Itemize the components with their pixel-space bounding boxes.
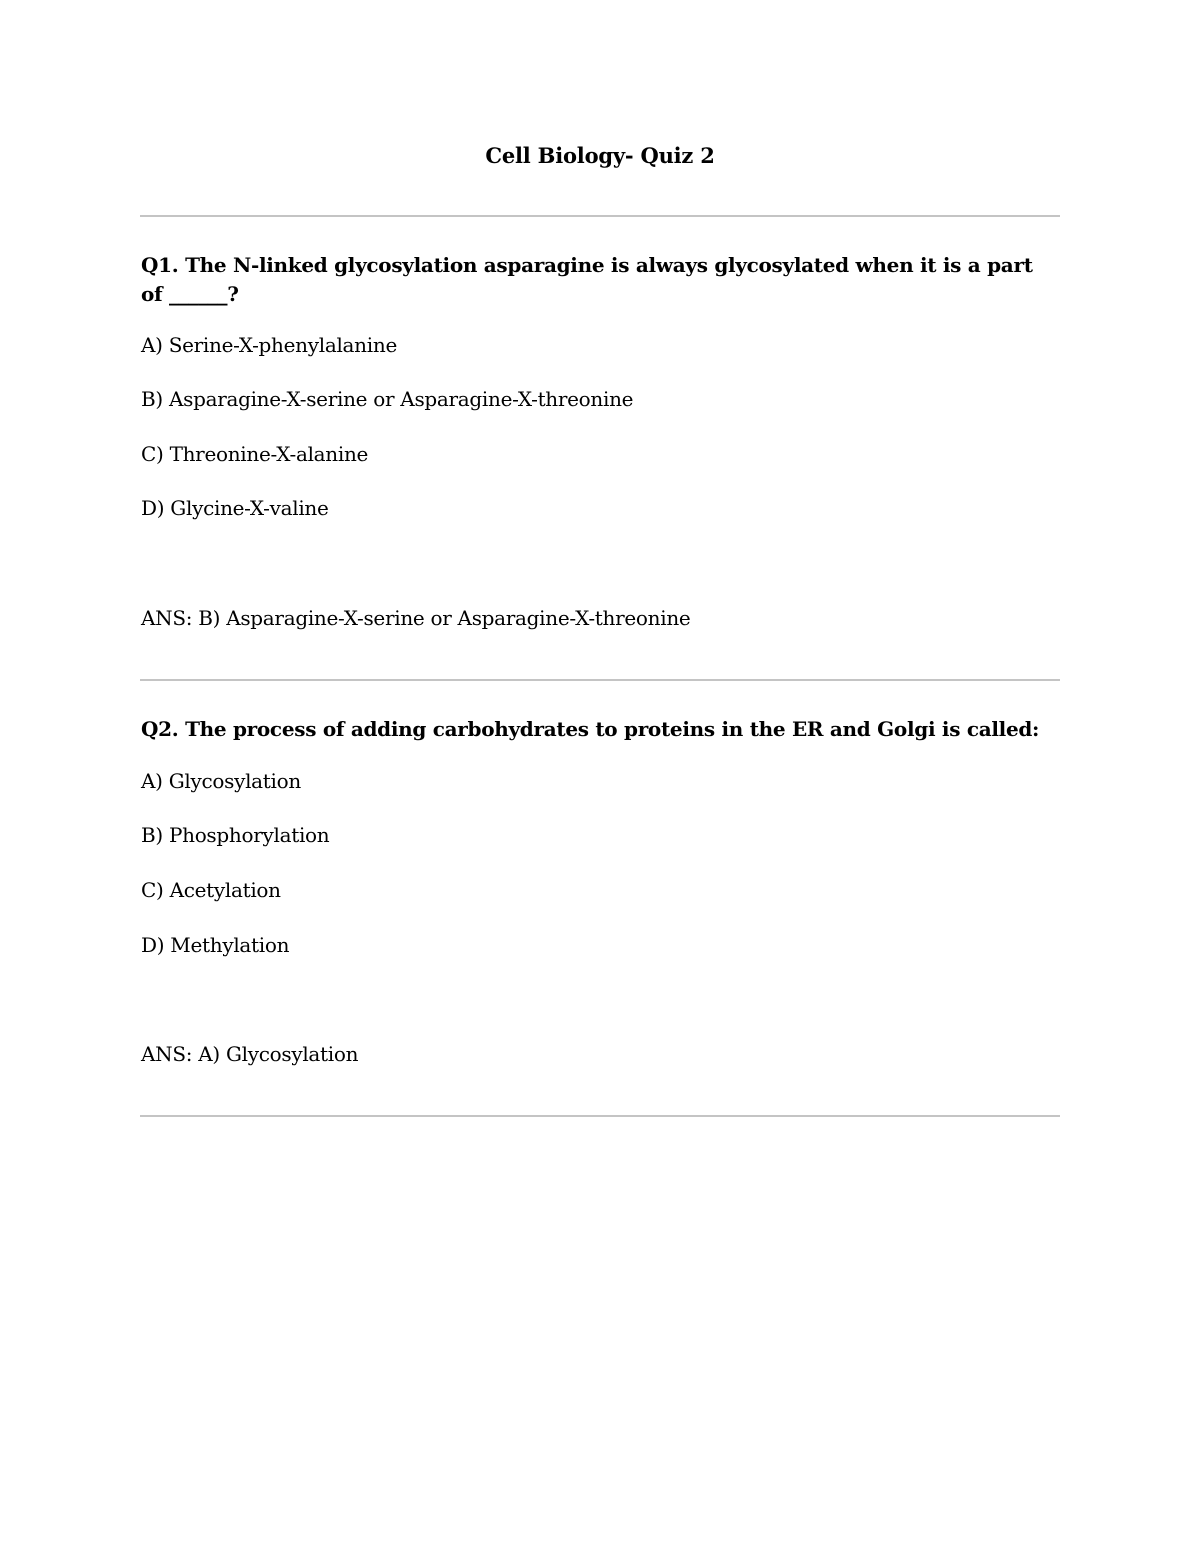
question-1-option-a: A) Serine-X-phenylalanine: [141, 333, 397, 357]
question-1-option-b: B) Asparagine-X-serine or Asparagine-X-threonine: [141, 387, 634, 411]
question-2-option-d: D) Methylation: [141, 933, 290, 957]
question-2-answer: ANS: A) Glycosylation: [141, 1042, 359, 1066]
question-2-option-a: A) Glycosylation: [141, 769, 301, 793]
divider: [140, 1115, 1060, 1117]
question-2-option-c: C) Acetylation: [141, 878, 281, 902]
page-title: Cell Biology- Quiz 2: [485, 143, 715, 168]
question-1-answer: ANS: B) Asparagine-X-serine or Asparagine-X-threonine: [141, 606, 691, 630]
divider: [140, 679, 1060, 681]
question-1-option-d: D) Glycine-X-valine: [141, 496, 329, 520]
divider: [140, 215, 1060, 217]
question-1-prompt: Q1. The N-linked glycosylation asparagine is always glycosylated when it is a part of ______?: [141, 253, 1033, 306]
question-2-prompt: Q2. The process of adding carbohydrates to proteins in the ER and Golgi is called:: [141, 717, 1040, 741]
question-2-option-b: B) Phosphorylation: [141, 823, 330, 847]
question-1-option-c: C) Threonine-X-alanine: [141, 442, 369, 466]
